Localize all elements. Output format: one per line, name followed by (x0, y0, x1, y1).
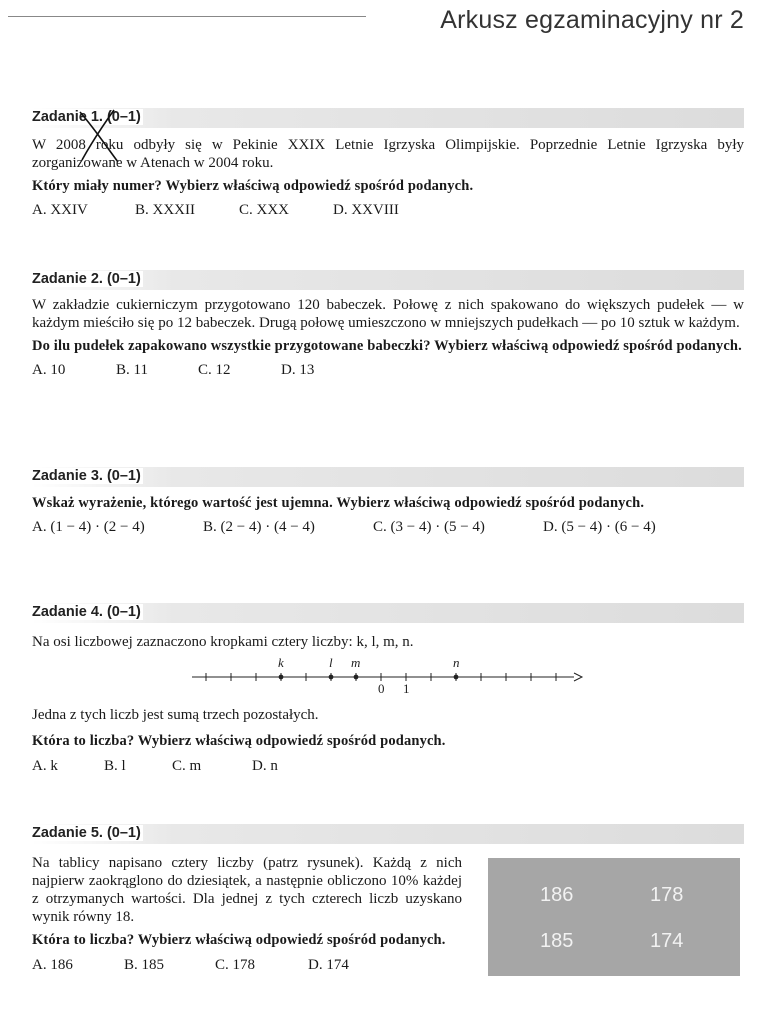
answer-c[interactable]: C. XXX (239, 202, 290, 218)
task-header (32, 467, 744, 487)
task-title: Zadanie 5. (0–1) (32, 825, 141, 841)
task-question: Który miały numer? Wybierz właściwą odpowiedź spośród podanych. (32, 178, 474, 194)
label-k: k (278, 655, 284, 670)
task-title: Zadanie 3. (0–1) (32, 468, 141, 484)
tick-label-1: 1 (403, 681, 410, 696)
task-question: Do ilu pudełek zapakowano wszystkie przygotowane babeczki? Wybierz właściwą odpowiedź spośród podanych. (32, 338, 742, 354)
answer-c[interactable]: C. m (172, 758, 202, 774)
answer-a[interactable]: A. k (32, 758, 58, 774)
sheet-title: Arkusz egzaminacyjny nr 2 (440, 6, 744, 34)
task-title: Zadanie 4. (0–1) (32, 604, 141, 620)
answer-list (32, 202, 744, 219)
task-4 (32, 603, 744, 651)
answer-d[interactable]: D. 174 (308, 957, 349, 973)
task-3 (32, 467, 744, 536)
answer-c[interactable]: C. (3 − 4) · (5 − 4) (373, 519, 485, 535)
answer-c[interactable]: C. 178 (215, 957, 256, 973)
point-n (454, 675, 459, 680)
label-l: l (329, 655, 333, 670)
task-body-2: Jedna z tych liczb jest sumą trzech pozostałych. (32, 707, 319, 723)
task-body: W zakładzie cukierniczym przygotowano 120 babeczek. Połowę z nich spakowano do większych pudełek — w każdym mieściło się po 12 babeczek. Drugą połowę umieszczono w mniejszych pudełkach — po 10 sztuk w każdym. (32, 297, 744, 331)
task-header (32, 108, 744, 128)
point-m (354, 675, 359, 680)
task-header (32, 603, 744, 623)
board-number: 185 (540, 930, 574, 952)
task-question: Wskaż wyrażenie, którego wartość jest ujemna. Wybierz właściwą odpowiedź spośród podanych. (32, 495, 645, 511)
handwritten-cross-mark (74, 106, 122, 164)
task-body: Na tablicy napisano cztery liczby (patrz rysunek). Każdą z nich najpierw zaokrąglono do dziesiątek, a następnie obliczono 10% każdej z otrzymanych wartości. Dla jednej z tych czterech liczb uzyskano wynik równy 18. (32, 855, 462, 925)
task-body: Na osi liczbowej zaznaczono kropkami cztery liczby: k, l, m, n. (32, 634, 414, 650)
label-n: n (453, 655, 460, 670)
task-title: Zadanie 2. (0–1) (32, 271, 141, 287)
answer-a[interactable]: A. (1 − 4) · (2 − 4) (32, 519, 145, 535)
blackboard-figure (488, 858, 740, 976)
number-line (190, 655, 590, 699)
board-number: 178 (650, 884, 684, 906)
answer-c[interactable]: C. 12 (198, 362, 231, 378)
answer-b[interactable]: B. 11 (116, 362, 148, 378)
point-l (329, 675, 334, 680)
tick-label-0: 0 (378, 681, 385, 696)
answer-list (32, 362, 744, 379)
answer-a[interactable]: A. 10 (32, 362, 66, 378)
task-header (32, 270, 744, 290)
task-body: W 2008 roku odbyły się w Pekinie XXIX Letnie Igrzyska Olimpijskie. Poprzednie Letnie Igrzyska były zorganizowane w Atenach w 2004 roku. (32, 137, 744, 171)
board-number: 174 (650, 930, 684, 952)
answer-d[interactable]: D. n (252, 758, 278, 774)
task-header (32, 824, 744, 844)
answer-b[interactable]: B. XXXII (135, 202, 195, 218)
board-number: 186 (540, 884, 574, 906)
answer-a[interactable]: A. XXIV (32, 202, 88, 218)
task-question: Która to liczba? Wybierz właściwą odpowiedź spośród podanych. (32, 932, 446, 948)
answer-b[interactable]: B. l (104, 758, 126, 774)
answer-a[interactable]: A. 186 (32, 957, 73, 973)
top-rule (8, 16, 366, 17)
task-1 (32, 108, 744, 219)
task-title: Zadanie 1. (0–1) (32, 109, 141, 125)
answer-b[interactable]: B. (2 − 4) · (4 − 4) (203, 519, 315, 535)
answer-d[interactable]: D. (5 − 4) · (6 − 4) (543, 519, 656, 535)
answer-d[interactable]: D. XXVIII (333, 202, 399, 218)
label-m: m (351, 655, 361, 670)
answer-d[interactable]: D. 13 (281, 362, 315, 378)
point-k (279, 675, 284, 680)
task-2 (32, 270, 744, 379)
answer-b[interactable]: B. 185 (124, 957, 165, 973)
answer-list (32, 519, 744, 536)
answer-list (32, 758, 744, 775)
task-question: Która to liczba? Wybierz właściwą odpowiedź spośród podanych. (32, 733, 446, 749)
task-4-continued (32, 706, 744, 775)
